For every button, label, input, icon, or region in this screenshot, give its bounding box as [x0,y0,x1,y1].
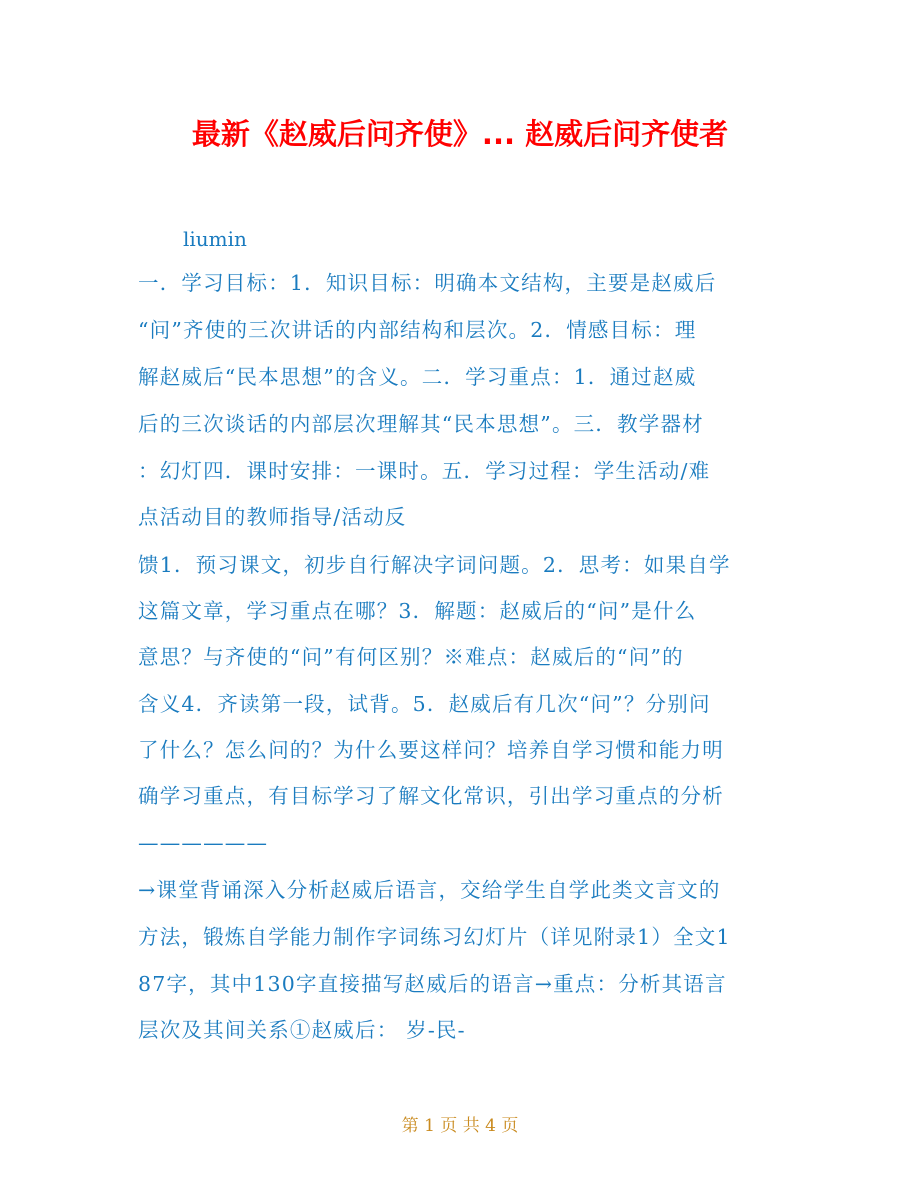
body-line: 意思？与齐使的“问”有何区别？※难点：赵威后的“问”的 [138,645,684,669]
body-line: 了什么？怎么问的？为什么要这样问？培养自学习惯和能力明 [138,738,724,762]
body-line: 确学习重点，有目标学习了解文化常识，引出学习重点的分析 [138,784,724,808]
body-line: 一．学习目标：1．知识目标：明确本文结构，主要是赵威后 [138,271,717,295]
body-line: →课堂背诵深入分析赵威后语言，交给学生自学此类文言文的 [138,878,721,902]
document-title: 最新《赵威后问齐使》... 赵威后问齐使者 [191,117,729,151]
body-line: 方法，锻炼自学能力制作字词练习幻灯片（详见附录1）全文1 [138,925,731,949]
body-line: “问”齐使的三次讲话的内部结构和层次。2．情感目标：理 [138,318,697,342]
body-line: 点活动目的教师指导/活动反 [138,505,407,529]
body-line: 含义4．齐读第一段，试背。5．赵威后有几次“问”？分别问 [138,692,711,716]
body-line: 层次及其间关系①赵威后： 岁-民- [138,1018,466,1042]
body-line: 后的三次谈话的内部层次理解其“民本思想”。三．教学器材 [138,412,704,436]
divider-dashes: —————— [138,831,269,855]
body-line: 馈1．预习课文，初步自行解决字词问题。2．思考：如果自学 [138,553,731,577]
body-line: 解赵威后“民本思想”的含义。二．学习重点：1．通过赵威 [138,365,697,389]
body-line: ：幻灯四．课时安排：一课时。五．学习过程：学生活动/难 [138,459,711,483]
page-number-footer: 第 1 页 共 4 页 [401,1116,519,1136]
author-name: liumin [183,227,247,251]
body-line: 87字，其中130字直接描写赵威后的语言→重点：分析其语言 [138,972,727,996]
body-line: 这篇文章，学习重点在哪？3．解题：赵威后的“问”是什么 [138,599,697,623]
